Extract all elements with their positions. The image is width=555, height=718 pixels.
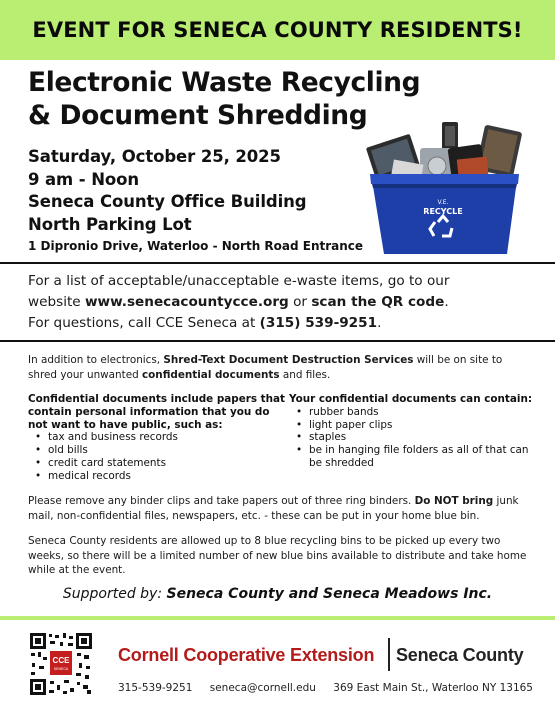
event-time: 9 am - Noon <box>28 169 140 189</box>
binder-paragraph: Please remove any binder clips and take papers out of three ring binders. Do NOT bring junk mail, non-confidential files, newspapers, etc. - these can be put in your home blue bin. <box>28 495 519 522</box>
recycling-bin-image <box>362 118 527 258</box>
right-list-heading: Your confidential documents can contain: <box>289 393 532 405</box>
event-banner <box>0 0 555 60</box>
divider-top <box>0 262 555 264</box>
list-item: • rubber bands <box>289 406 533 419</box>
left-list-heading: Confidential documents include papers that contain personal information that you do not want to have public, such as: <box>28 393 286 431</box>
right-list <box>289 406 533 470</box>
county-name: Seneca County <box>396 645 524 665</box>
bin-label-top: V.E. <box>437 199 449 206</box>
left-list <box>28 431 289 482</box>
intro-paragraph: In addition to electronics, Shred-Text Document Destruction Services will be on site to shred your unwanted confidential documents and files. <box>28 354 503 381</box>
list-item: • staples <box>289 431 533 444</box>
event-date: Saturday, October 25, 2025 <box>28 147 281 166</box>
sponsor-line: Supported by: Seneca County and Seneca Meadows Inc. <box>62 586 493 602</box>
event-address: 1 Dipronio Drive, Waterloo - North Road Entrance <box>28 239 364 253</box>
event-venue: Seneca County Office Building <box>28 192 307 211</box>
qr-badge-text: CCE <box>52 656 70 665</box>
bins-paragraph: Seneca County residents are allowed up to 8 blue recycling bins to be picked up every two weeks, so there will be a limited number of new blue bins available to distribute and take home while at the event. <box>28 535 527 576</box>
info-line-1: For a list of acceptable/unacceptable e-waste items, go to our <box>28 273 450 289</box>
footer-address: 369 East Main St., Waterloo NY 13165 <box>333 682 533 694</box>
list-item: • tax and business records <box>28 431 289 444</box>
website-link[interactable]: www.senecacountycce.org <box>84 294 289 310</box>
list-item: • be in hanging file folders as all of that can be shredded <box>289 444 533 470</box>
footer-accent-bar <box>0 616 555 620</box>
document-lists <box>28 393 533 483</box>
footer-phone: 315-539-9251 <box>118 682 193 694</box>
info-line-2: website www.senecacountycce.org or scan the QR code. <box>28 294 449 310</box>
info-block <box>28 271 538 334</box>
phone-number: (315) 539-9251 <box>259 315 378 331</box>
list-item: • light paper clips <box>289 419 533 432</box>
info-line-3: For questions, call CCE Seneca at (315) 539-9251. <box>28 315 382 331</box>
qr-badge-subtext: SENECA <box>53 667 69 671</box>
list-item: • medical records <box>28 470 289 483</box>
allowed-contents <box>289 393 533 483</box>
bin-label: RECYCLE <box>423 207 463 216</box>
event-venue-lot: North Parking Lot <box>28 214 192 234</box>
org-name: Cornell Cooperative Extension <box>118 645 375 665</box>
title-line-1: Electronic Waste Recycling <box>28 67 421 98</box>
banner-text: EVENT FOR SENECA COUNTY RESIDENTS! <box>32 18 523 42</box>
footer-contact <box>118 682 533 694</box>
list-item: • credit card statements <box>28 457 289 470</box>
divider-middle <box>0 340 555 342</box>
qr-instruction: scan the QR code <box>311 294 445 310</box>
confidential-examples <box>28 393 289 483</box>
qr-code[interactable] <box>30 633 92 695</box>
title-line-2: & Document Shredding <box>28 100 368 131</box>
footer-divider <box>388 638 390 671</box>
list-item: • old bills <box>28 444 289 457</box>
footer-email[interactable]: seneca@cornell.edu <box>209 682 316 694</box>
event-details <box>28 146 363 255</box>
